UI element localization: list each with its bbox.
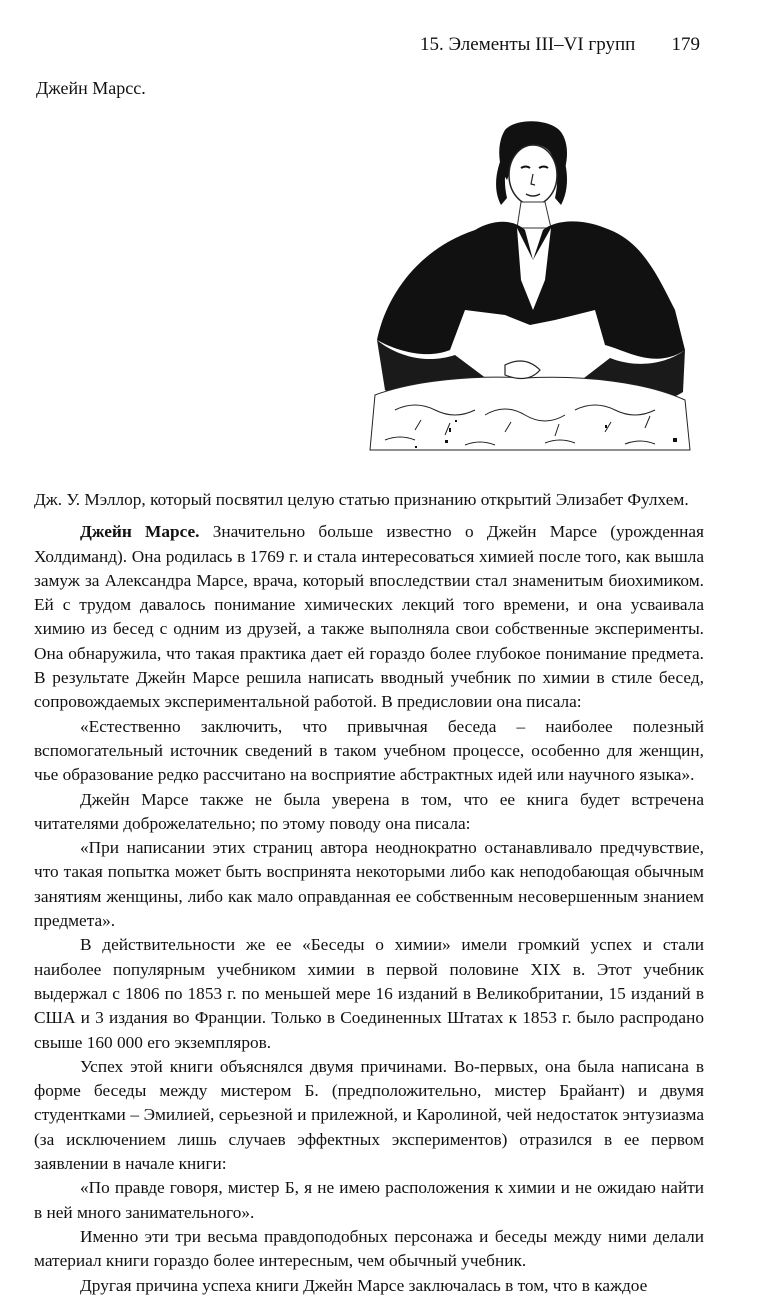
quote-paragraph: «При написании этих страниц автора неоднократно останавливало предчувствие, что такая попытка может быть воспринята некоторыми либо как неподобающая обычным занятиям женщины, либо как мало оправданная ее собственным несовершенным знанием предмета».: [34, 838, 704, 931]
portrait-caption: Джейн Марсс.: [36, 78, 146, 98]
running-title: 15. Элементы III–VI групп: [420, 34, 636, 55]
paragraph-lead: Джейн Марсе.: [80, 522, 200, 542]
paragraph: Дж. У. Мэллор, который посвятил целую статью признанию открытий Элизабет Фулхем.: [34, 490, 689, 509]
paragraph: [34, 520, 704, 714]
portrait-engraving: [355, 110, 695, 455]
paragraph: Именно эти три весьма правдоподобных персонажа и беседы между ними делали материал книги гораздо более интересным, чем обычный учебник.: [34, 1226, 704, 1271]
paragraph: Успех этой книги объяснялся двумя причинами. Во-первых, она была написана в форме беседы между мистером Б. (предположительно, мистер Брайант) и двумя студентками – Эмилией, серьезной и прилежной, и Каролиной, чей недостаток энтузиазма (за исключением лишь случаев эффектных экспериментов) отразился в ее первом заявлении в начале книги:: [34, 1056, 704, 1174]
paragraph: В действительности же ее «Беседы о химии» имели громкий успех и стали наиболее популярным учебником химии в первой половине XIX в. Этот учебник выдержал с 1806 по 1853 г. по меньшей мере 16 изданий в Великобритании, 15 изданий в США и 3 издания во Франции. Только в Соединенных Штатах к 1853 г. было распродано свыше 160 000 его экземпляров.: [34, 935, 704, 1052]
paragraph: Другая причина успеха книги Джейн Марсе заключалась в том, что в каждое: [80, 1275, 648, 1295]
page-number: 179: [671, 34, 700, 55]
body-text: [34, 488, 704, 1298]
quote-paragraph: «Естественно заключить, что привычная беседа – наиболее полезный вспомогательный источник сведений в таком учебном процессе, особенно для женщин, чье образование редко рассчитано на восприятие абстрактных идей или научного языка».: [34, 716, 704, 785]
quote-paragraph: «По правде говоря, мистер Б, я не имею расположения к химии и не ожидаю найти в ней много занимательного».: [34, 1178, 704, 1222]
paragraph: Джейн Марсе также не была уверена в том, что ее книга будет встречена читателями доброжелательно; по этому поводу она писала:: [34, 789, 704, 833]
paragraph-text: Значительно больше известно о Джейн Марсе (урожденная Холдиманд). Она родилась в 1769 г. и стала интересоваться химией после того, как вышла замуж за Александра Марсе, врача, который впоследствии стал знаменитым биохимиком. Ей с трудом давалось понимание химических лекций того времени, и она усваивала химию из бесед с одним из друзей, а также выполняла свои собственные эксперименты. Она обнаружила, что такая практика дает ей гораздо более глубокое понимание предмета. В результате Джейн Марсе решила написать вводный учебник по химии в стиле бесед, сопровождаемых экспериментальной работой. В предисловии она писала:: [34, 522, 705, 712]
